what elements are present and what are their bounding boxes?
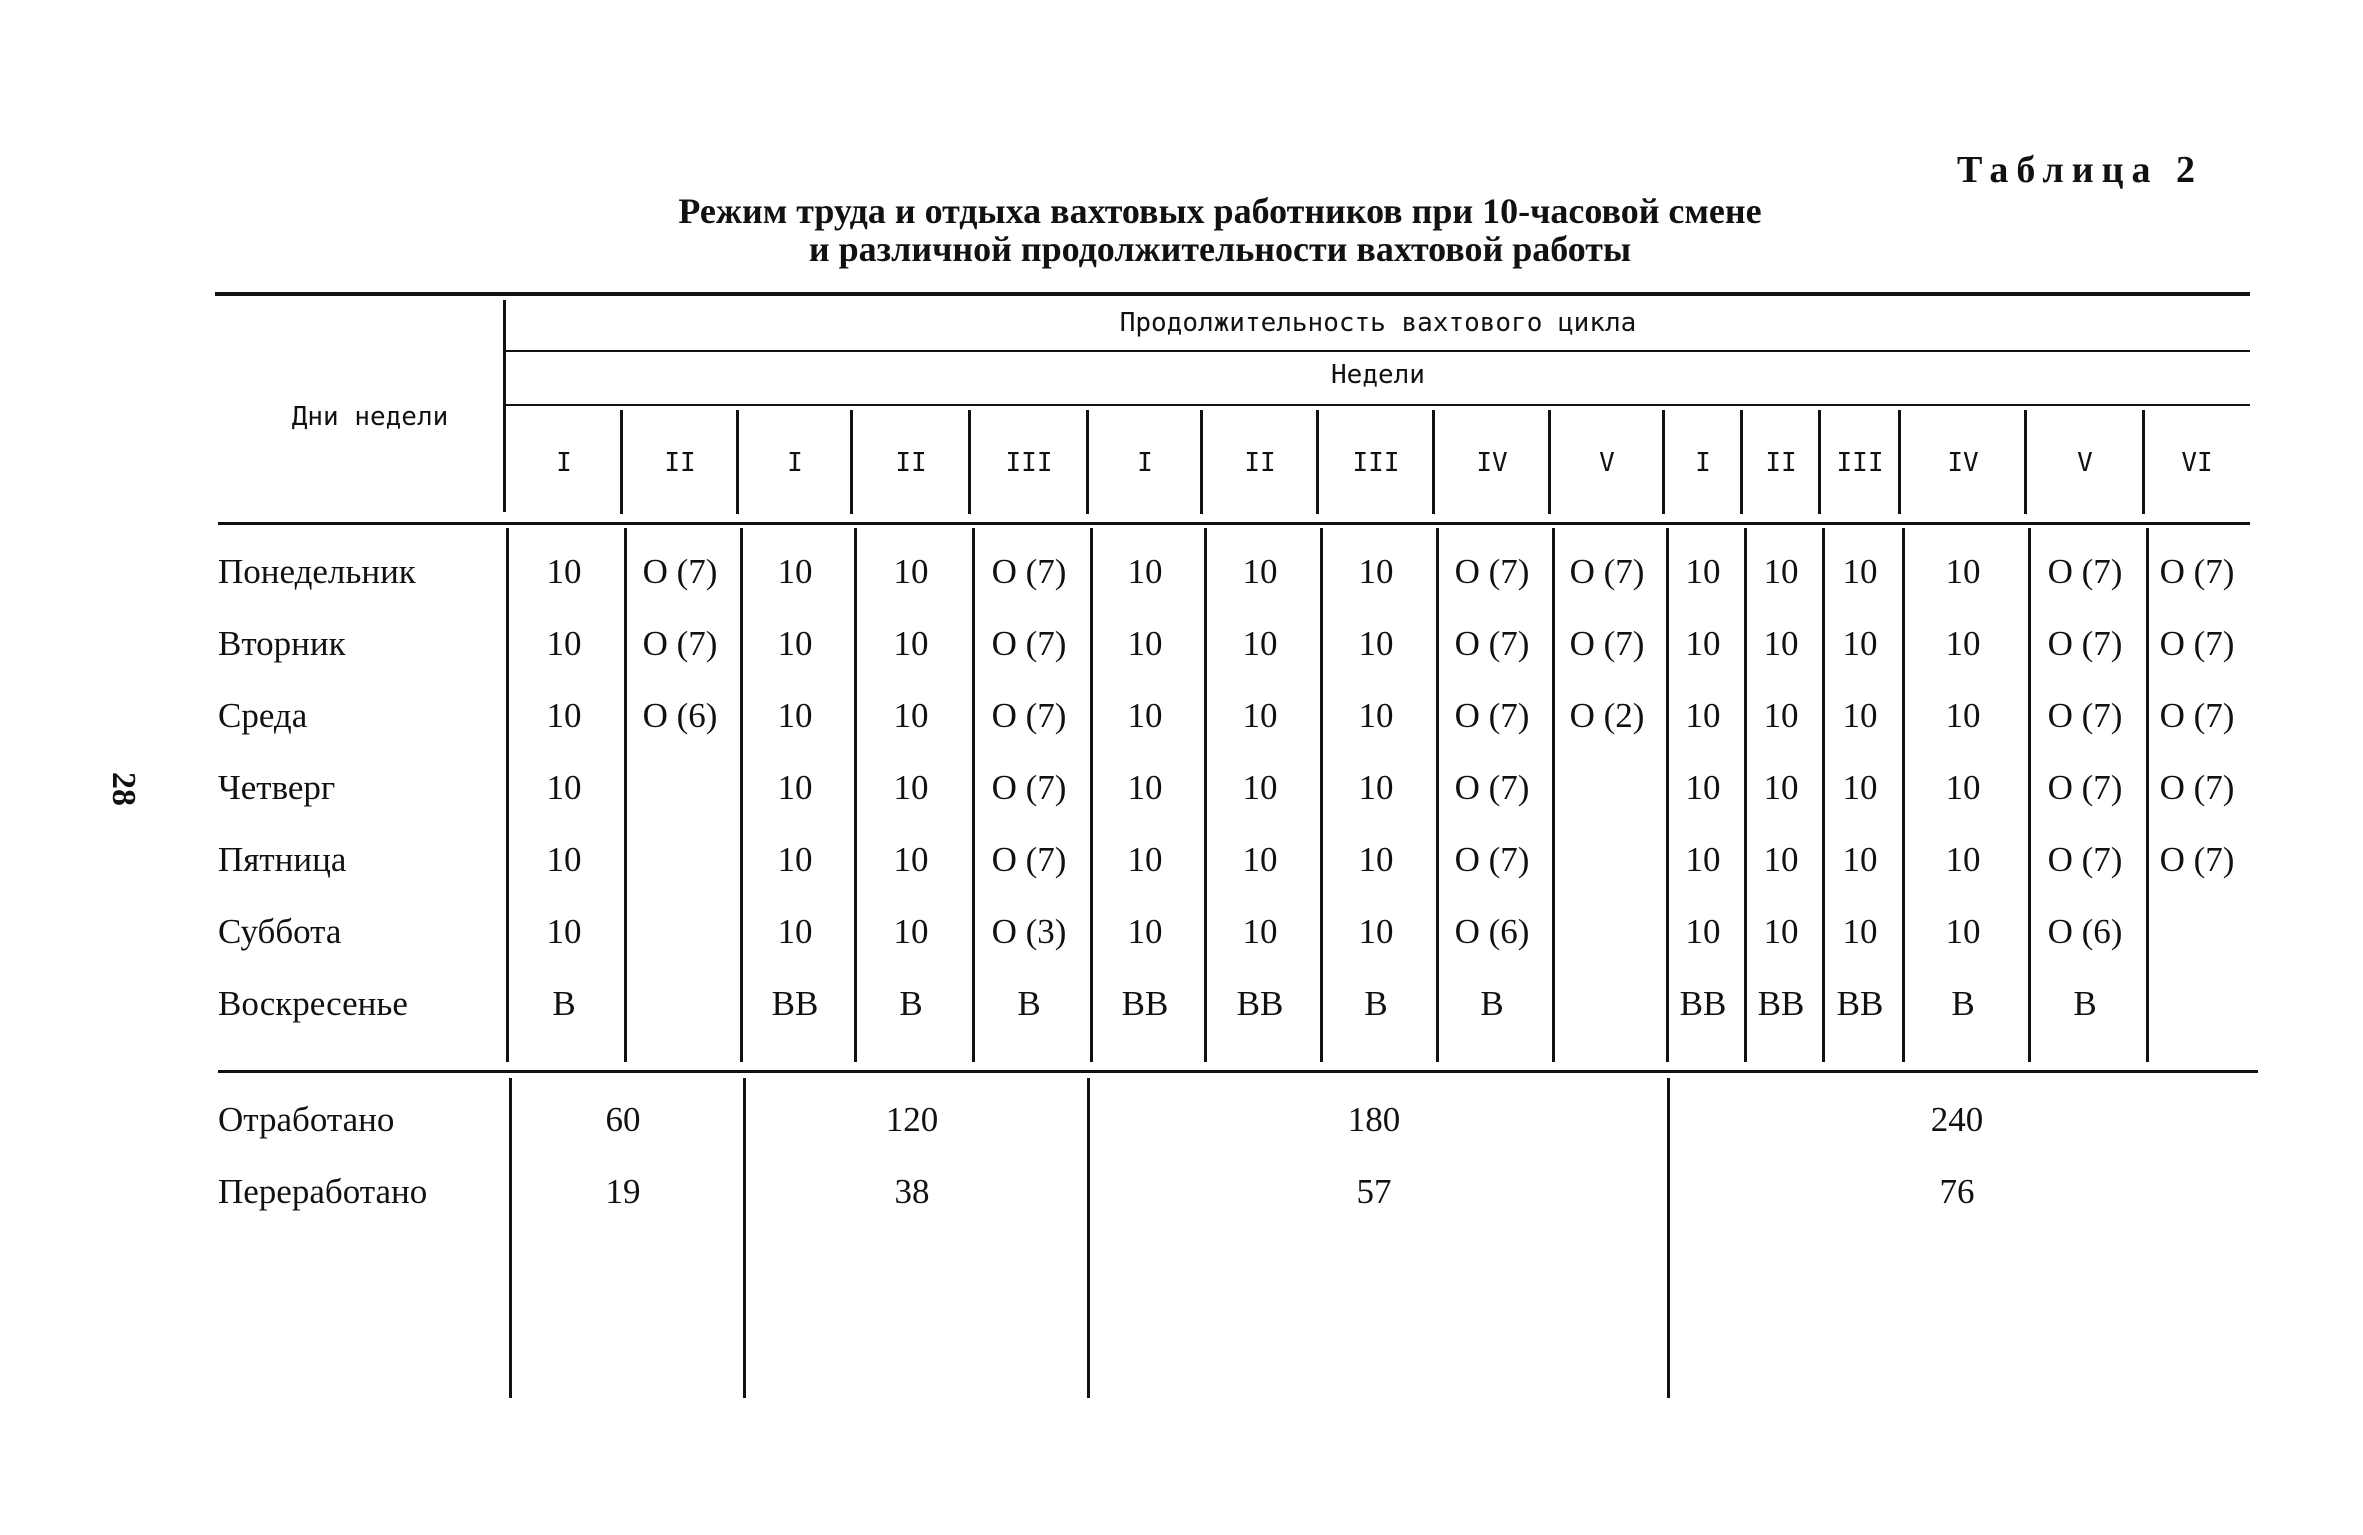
- total-value: 180: [1347, 1100, 1401, 1139]
- body-col-divider: [1204, 528, 1207, 1062]
- schedule-cell: 10: [1685, 768, 1721, 807]
- schedule-cell: 10: [1685, 624, 1721, 663]
- schedule-cell: 10: [1242, 624, 1278, 663]
- day-label: Суббота: [218, 912, 342, 951]
- body-col-divider: [972, 528, 975, 1062]
- title-line-1: Режим труда и отдыха вахтовых работников при 10-часовой смене: [678, 191, 1762, 231]
- schedule-cell: 10: [1842, 768, 1878, 807]
- schedule-cell: В: [1017, 984, 1041, 1023]
- schedule-cell: О (7): [1569, 552, 1645, 591]
- total-value: 76: [1939, 1172, 1975, 1211]
- top-rule: [215, 292, 2250, 296]
- schedule-cell: 10: [1358, 696, 1394, 735]
- schedule-cell: 10: [893, 624, 929, 663]
- schedule-cell: О (7): [2159, 696, 2235, 735]
- schedule-cell: О (7): [2047, 768, 2123, 807]
- totals-divider: [509, 1078, 512, 1398]
- header-divider: [503, 300, 506, 512]
- week-number: I: [787, 448, 803, 478]
- schedule-cell: О (7): [2159, 624, 2235, 663]
- schedule-cell: 10: [893, 840, 929, 879]
- schedule-cell: 10: [546, 768, 582, 807]
- schedule-cell: 10: [1763, 768, 1799, 807]
- body-col-divider: [1744, 528, 1747, 1062]
- schedule-cell: В: [1480, 984, 1504, 1023]
- schedule-cell: 10: [546, 840, 582, 879]
- schedule-cell: 10: [1763, 696, 1799, 735]
- body-col-divider: [2146, 528, 2149, 1062]
- schedule-cell: О (7): [2047, 696, 2123, 735]
- header-bottom-rule: [218, 522, 2250, 525]
- schedule-cell: 10: [1763, 552, 1799, 591]
- schedule-cell: 10: [1842, 696, 1878, 735]
- schedule-cell: 10: [1945, 912, 1981, 951]
- body-col-divider: [2028, 528, 2031, 1062]
- body-col-divider: [1902, 528, 1905, 1062]
- total-value: 240: [1930, 1100, 1984, 1139]
- total-value: 57: [1356, 1172, 1392, 1211]
- page-number: 28: [105, 772, 142, 806]
- schedule-cell: 10: [1842, 624, 1878, 663]
- totals-divider: [743, 1078, 746, 1398]
- schedule-cell: 10: [1242, 912, 1278, 951]
- week-number: I: [1137, 448, 1153, 478]
- totals-divider: [1087, 1078, 1090, 1398]
- schedule-cell: О (7): [2047, 552, 2123, 591]
- schedule-cell: ВВ: [1757, 984, 1805, 1023]
- schedule-cell: 10: [1127, 552, 1163, 591]
- schedule-cell: 10: [1945, 552, 1981, 591]
- schedule-cell: 10: [1242, 768, 1278, 807]
- schedule-cell: 10: [1358, 840, 1394, 879]
- schedule-cell: 10: [1127, 912, 1163, 951]
- body-col-divider: [740, 528, 743, 1062]
- schedule-cell: О (7): [1569, 624, 1645, 663]
- body-col-divider: [1552, 528, 1555, 1062]
- schedule-cell: О (7): [2159, 552, 2235, 591]
- body-col-divider: [1436, 528, 1439, 1062]
- schedule-cell: 10: [1763, 912, 1799, 951]
- schedule-cell: О (7): [2047, 624, 2123, 663]
- total-value: 38: [894, 1172, 930, 1211]
- schedule-cell: 10: [546, 696, 582, 735]
- schedule-cell: 10: [777, 912, 813, 951]
- body-divider: [506, 528, 509, 1062]
- day-label: Вторник: [218, 624, 346, 663]
- schedule-cell: 10: [1358, 624, 1394, 663]
- week-number: II: [1244, 448, 1276, 478]
- week-number: II: [895, 448, 927, 478]
- schedule-cell: 10: [1763, 840, 1799, 879]
- day-label: Воскресенье: [218, 984, 408, 1023]
- schedule-cell: В: [552, 984, 576, 1023]
- schedule-cell: О (7): [1454, 624, 1530, 663]
- week-number: VI: [2181, 448, 2213, 478]
- schedule-cell: О (6): [642, 696, 718, 735]
- schedule-cell: 10: [1127, 768, 1163, 807]
- table-label: Таблица 2: [1956, 149, 2203, 191]
- schedule-cell: 10: [1945, 624, 1981, 663]
- body-col-divider: [1320, 528, 1323, 1062]
- schedule-cell: 10: [1358, 552, 1394, 591]
- total-label: Переработано: [218, 1172, 428, 1211]
- schedule-cell: В: [2073, 984, 2097, 1023]
- week-number: II: [664, 448, 696, 478]
- schedule-cell: О (7): [2159, 840, 2235, 879]
- week-number: IV: [1947, 448, 1979, 478]
- week-number: II: [1765, 448, 1797, 478]
- totals-divider: [1667, 1078, 1670, 1398]
- schedule-cell: 10: [546, 912, 582, 951]
- week-number: I: [1695, 448, 1711, 478]
- schedule-cell: 10: [1242, 840, 1278, 879]
- schedule-cell: 10: [777, 696, 813, 735]
- day-label: Четверг: [218, 768, 336, 807]
- schedule-cell: О (7): [642, 624, 718, 663]
- schedule-cell: 10: [1763, 624, 1799, 663]
- schedule-cell: О (7): [991, 840, 1067, 879]
- schedule-cell: О (7): [2047, 840, 2123, 879]
- schedule-cell: 10: [1945, 840, 1981, 879]
- schedule-cell: О (7): [642, 552, 718, 591]
- schedule-cell: ВВ: [1121, 984, 1169, 1023]
- schedule-cell: 10: [893, 696, 929, 735]
- schedule-cell: ВВ: [771, 984, 819, 1023]
- schedule-cell: 10: [777, 840, 813, 879]
- day-label: Понедельник: [218, 552, 416, 591]
- schedule-cell: О (7): [1454, 552, 1530, 591]
- schedule-cell: 10: [1945, 696, 1981, 735]
- day-label: Среда: [218, 696, 308, 735]
- title-line-2: и различной продолжительности вахтовой работы: [808, 229, 1632, 269]
- schedule-cell: В: [899, 984, 923, 1023]
- schedule-cell: О (6): [2047, 912, 2123, 951]
- weeks-rule: [506, 404, 2250, 406]
- week-number: I: [556, 448, 572, 478]
- body-bottom-rule: [218, 1070, 2258, 1073]
- schedule-cell: 10: [1358, 768, 1394, 807]
- schedule-cell: ВВ: [1679, 984, 1727, 1023]
- body-col-divider: [854, 528, 857, 1062]
- schedule-cell: В: [1364, 984, 1388, 1023]
- schedule-cell: 10: [1842, 840, 1878, 879]
- schedule-cell: О (2): [1569, 696, 1645, 735]
- schedule-cell: 10: [1127, 840, 1163, 879]
- total-label: Отработано: [218, 1100, 395, 1139]
- schedule-cell: О (7): [1454, 696, 1530, 735]
- schedule-cell: 10: [546, 624, 582, 663]
- schedule-cell: О (6): [1454, 912, 1530, 951]
- schedule-cell: 10: [1242, 552, 1278, 591]
- schedule-cell: В: [1951, 984, 1975, 1023]
- schedule-cell: 10: [777, 768, 813, 807]
- schedule-cell: О (7): [1454, 768, 1530, 807]
- schedule-cell: 10: [1127, 696, 1163, 735]
- total-value: 19: [605, 1172, 641, 1211]
- day-label: Пятница: [218, 840, 347, 879]
- schedule-cell: 10: [1685, 912, 1721, 951]
- schedule-cell: 10: [1127, 624, 1163, 663]
- cycle-header: Продолжительность вахтового цикла: [1119, 308, 1637, 338]
- total-value: 120: [885, 1100, 939, 1139]
- schedule-cell: 10: [777, 624, 813, 663]
- schedule-cell: О (7): [991, 624, 1067, 663]
- schedule-cell: О (7): [2159, 768, 2235, 807]
- week-number: V: [2077, 448, 2093, 478]
- schedule-cell: 10: [1358, 912, 1394, 951]
- schedule-cell: 10: [1242, 696, 1278, 735]
- schedule-cell: О (7): [991, 552, 1067, 591]
- schedule-cell: 10: [1685, 552, 1721, 591]
- schedule-cell: 10: [893, 912, 929, 951]
- schedule-cell: 10: [893, 552, 929, 591]
- weeks-header: Недели: [1331, 360, 1425, 390]
- schedule-cell: О (7): [1454, 840, 1530, 879]
- schedule-cell: О (7): [991, 696, 1067, 735]
- schedule-cell: 10: [1945, 768, 1981, 807]
- body-col-divider: [1822, 528, 1825, 1062]
- schedule-cell: 10: [1685, 696, 1721, 735]
- schedule-cell: 10: [546, 552, 582, 591]
- cycle-rule: [506, 350, 2250, 352]
- week-number: IV: [1476, 448, 1508, 478]
- schedule-cell: 10: [777, 552, 813, 591]
- schedule-cell: О (7): [991, 768, 1067, 807]
- schedule-cell: 10: [1842, 912, 1878, 951]
- schedule-cell: ВВ: [1836, 984, 1884, 1023]
- total-value: 60: [605, 1100, 641, 1139]
- days-header: Дни недели: [291, 402, 449, 432]
- body-col-divider: [1666, 528, 1669, 1062]
- schedule-cell: 10: [1842, 552, 1878, 591]
- week-number: III: [1352, 448, 1400, 478]
- body-col-divider: [1090, 528, 1093, 1062]
- week-number: III: [1005, 448, 1053, 478]
- body-col-divider: [624, 528, 627, 1062]
- week-number: III: [1836, 448, 1884, 478]
- schedule-cell: О (3): [991, 912, 1067, 951]
- table-title: [580, 192, 1860, 268]
- week-number: V: [1599, 448, 1615, 478]
- schedule-cell: 10: [1685, 840, 1721, 879]
- schedule-cell: 10: [893, 768, 929, 807]
- schedule-cell: ВВ: [1236, 984, 1284, 1023]
